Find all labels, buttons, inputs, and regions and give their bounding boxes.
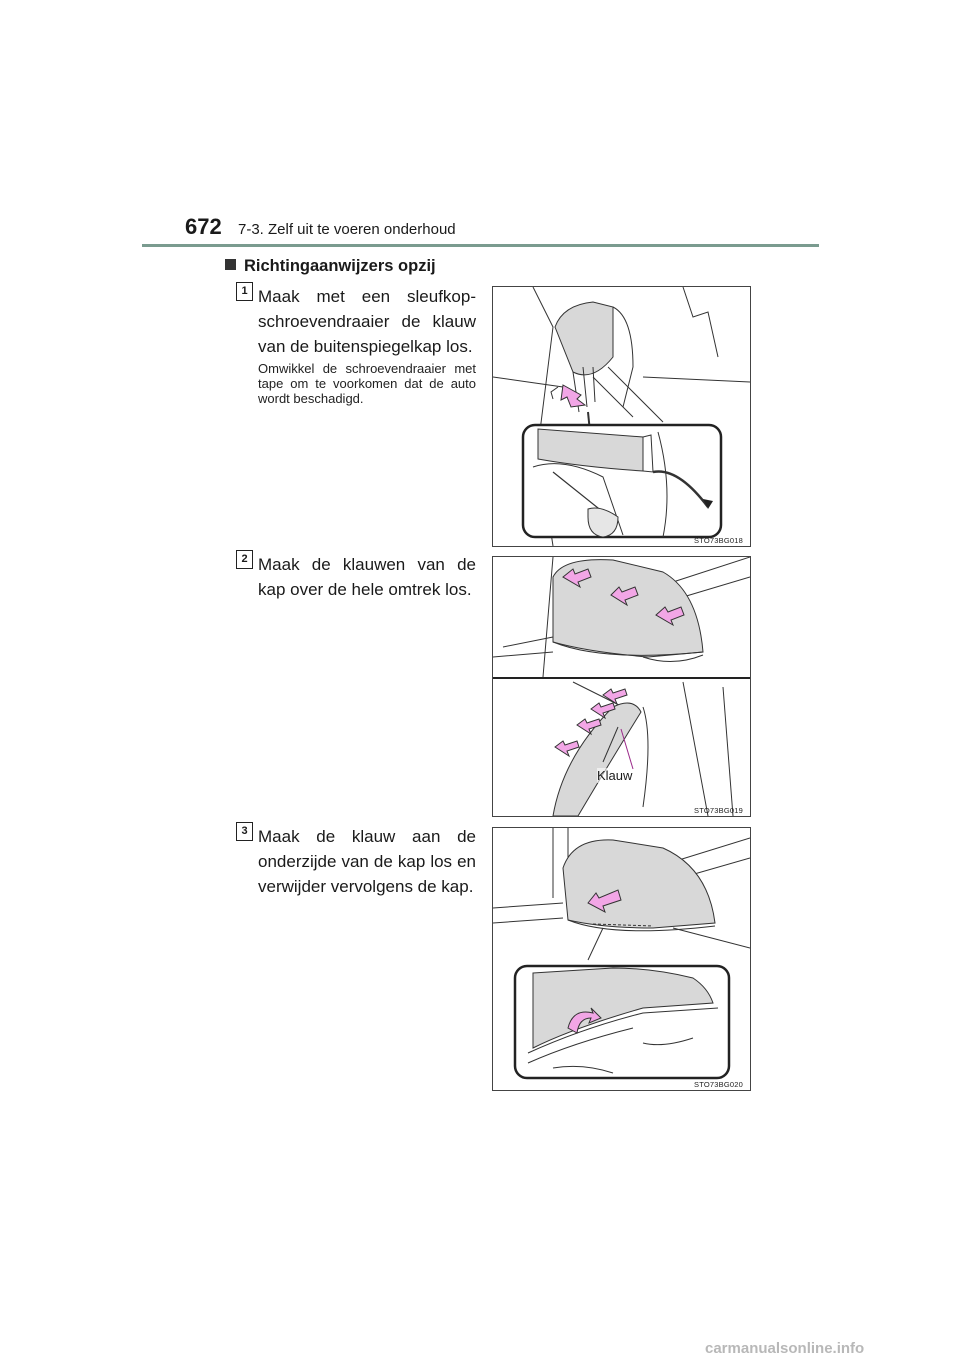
header-rule [142, 244, 819, 247]
figure-step-1 [492, 286, 751, 547]
step-1-note: Omwikkel de schroevendraaier met tape om te voorkomen dat de auto wordt beschadigd. [258, 361, 476, 406]
chapter-title: 7-3. Zelf uit te voeren onderhoud [238, 221, 456, 238]
figure-code-1: STO73BG018 [694, 536, 743, 545]
figure-code-2: STO73BG019 [694, 806, 743, 815]
arrow-icon [555, 741, 579, 756]
step-3-text: Maak de klauw aan de onderzijde van de kap los en verwijder vervolgens de kap. [258, 827, 476, 896]
mirror-screwdriver-illustration [493, 287, 750, 546]
watermark: carmanualsonline.info [705, 1340, 865, 1357]
figure-step-2 [492, 556, 751, 817]
section-heading [225, 257, 436, 276]
step-2-text: Maak de klauwen van de kap over de hele omtrek los. [258, 555, 476, 599]
claw-label: Klauw [597, 768, 633, 783]
figure-step-3 [492, 827, 751, 1091]
mirror-remove-cover-illustration [493, 828, 750, 1090]
step-number-1: 1 [236, 282, 253, 301]
figure-code-3: STO73BG020 [694, 1080, 743, 1089]
page-number: 672 [185, 214, 222, 239]
square-bullet-icon [225, 259, 236, 270]
arrow-icon [561, 385, 585, 407]
step-number-2: 2 [236, 550, 253, 569]
step-number-3: 3 [236, 822, 253, 841]
arrow-icon [603, 689, 627, 704]
step-1-text: Maak met een sleufkop-schroevendraaier de klauw van de buitenspiegelkap los. [258, 287, 476, 356]
section-title: Richtingaanwijzers opzij [244, 257, 436, 275]
